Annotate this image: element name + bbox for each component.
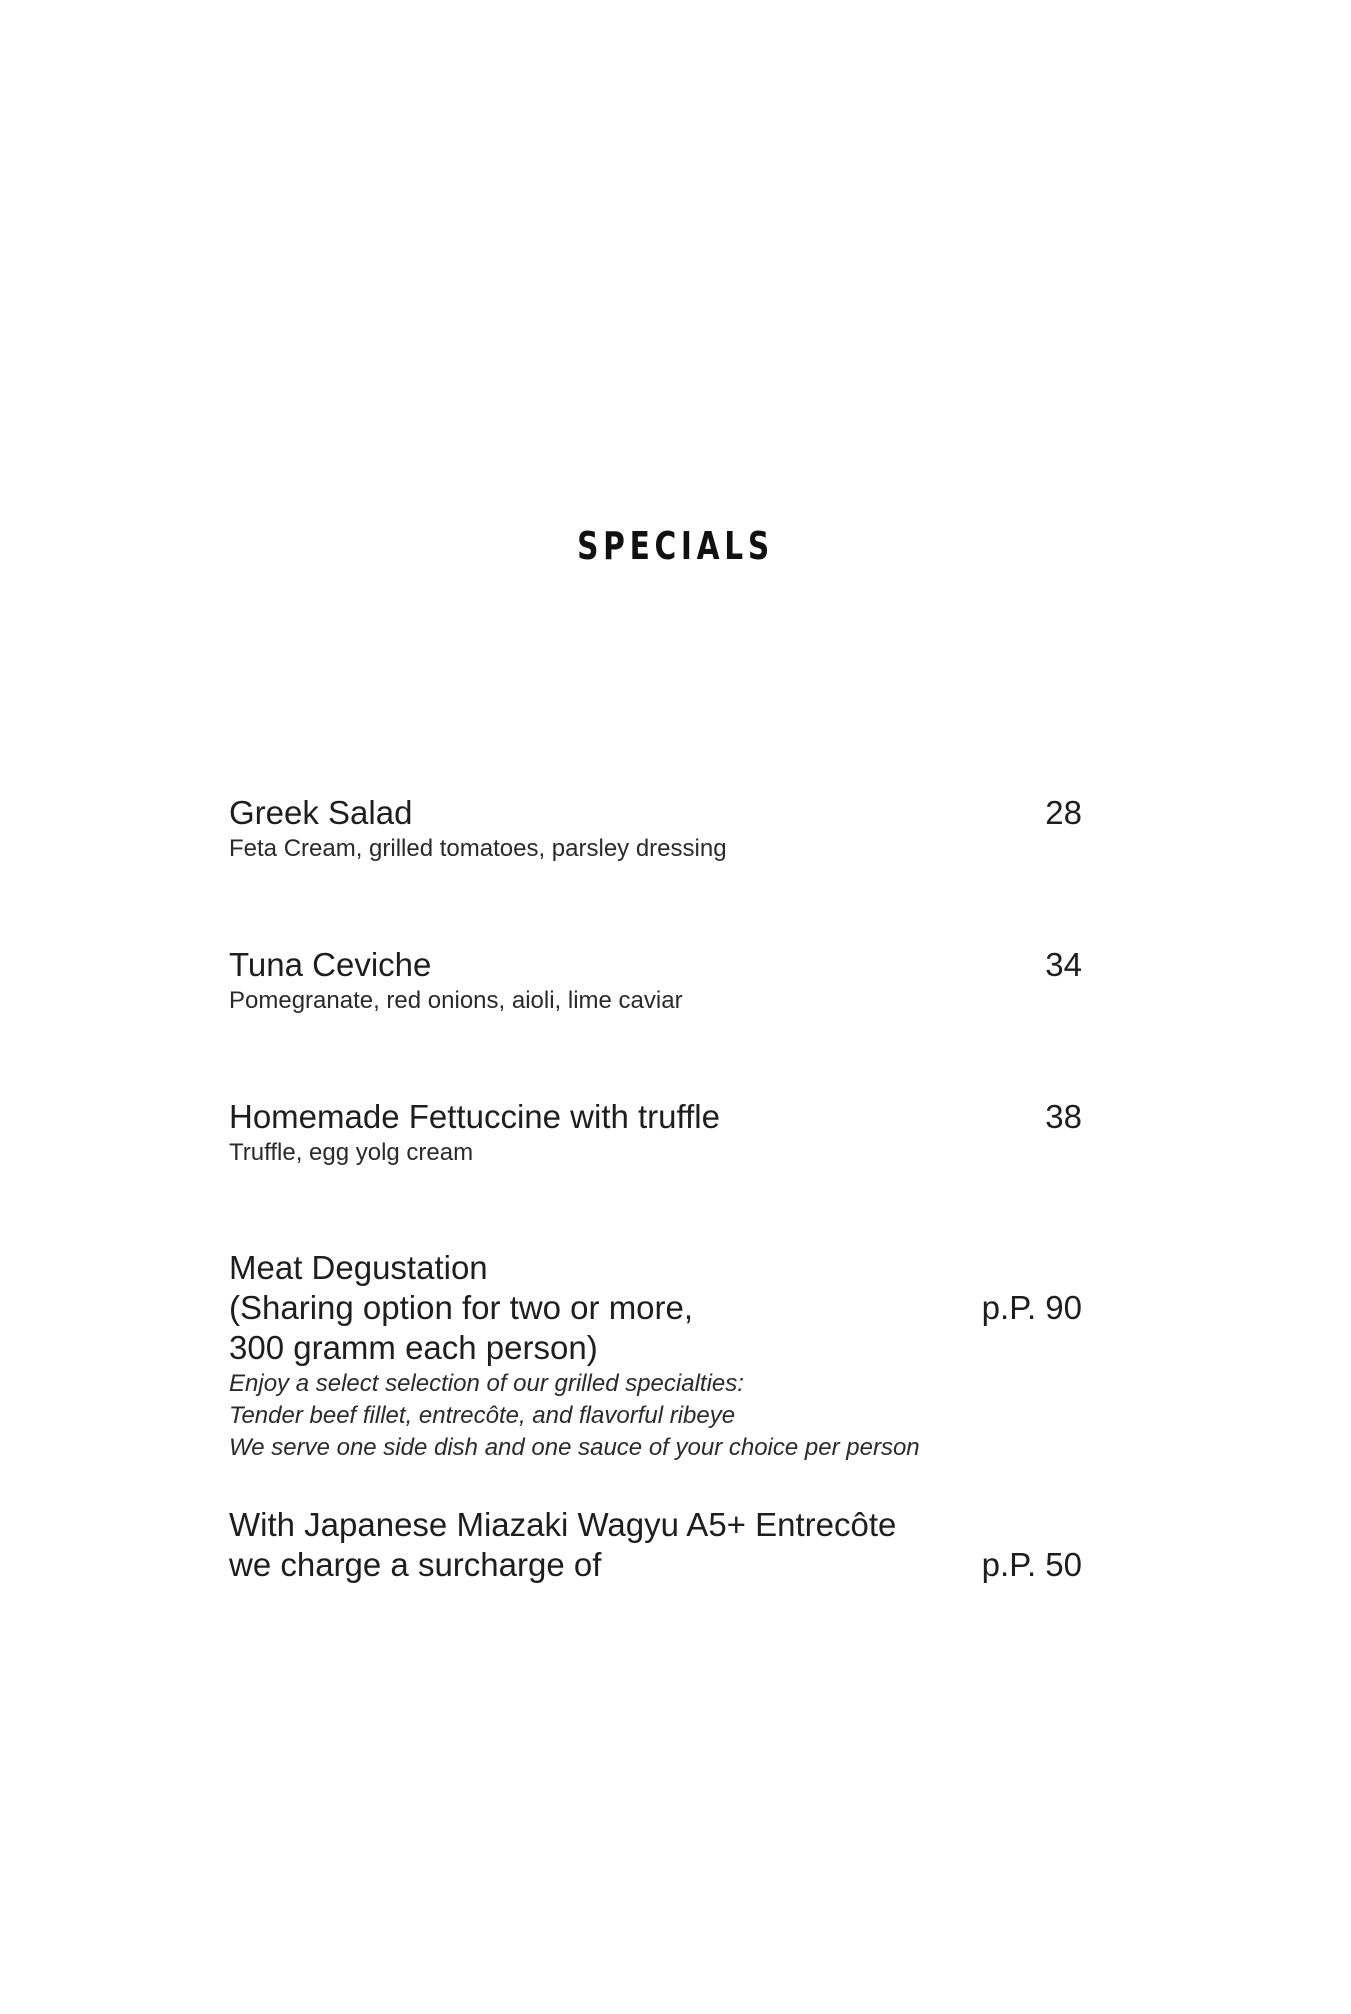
item-price: 28: [1045, 794, 1082, 831]
item-name: Tuna Ceviche: [229, 946, 432, 983]
item-name: Homemade Fettuccine with truffle: [229, 1098, 720, 1135]
item-price: p.P. 50: [981, 1546, 1082, 1583]
item-line-surcharge: we charge a surcharge of: [229, 1546, 602, 1583]
item-note: Enjoy a select selection of our grilled specialties:: [229, 1370, 744, 1397]
item-price: 38: [1045, 1098, 1082, 1135]
item-description: Pomegranate, red onions, aioli, lime caviar: [229, 987, 683, 1014]
menu-item-meat-degustation: [229, 1248, 1082, 1464]
item-description: Truffle, egg yolg cream: [229, 1139, 474, 1166]
menu-title: SPECIALS: [577, 524, 774, 568]
item-name: With Japanese Miazaki Wagyu A5+ Entrecôte: [229, 1506, 897, 1543]
menu-item-wagyu-surcharge: [229, 1505, 1082, 1585]
item-line-sharing: (Sharing option for two or more,: [229, 1289, 694, 1326]
menu-item-tuna-ceviche: [229, 945, 1082, 1017]
item-note: Tender beef fillet, entrecôte, and flavorful ribeye: [229, 1402, 736, 1429]
item-price: 34: [1045, 946, 1082, 983]
item-name: Meat Degustation: [229, 1249, 488, 1286]
menu-item-greek-salad: [229, 793, 1082, 865]
item-note: We serve one side dish and one sauce of your choice per person: [229, 1434, 920, 1461]
item-price: p.P. 90: [981, 1289, 1082, 1326]
item-line-grams: 300 gramm each person): [229, 1329, 598, 1366]
item-name: Greek Salad: [229, 794, 413, 831]
menu-item-fettuccine: [229, 1097, 1082, 1169]
item-description: Feta Cream, grilled tomatoes, parsley dressing: [229, 835, 727, 862]
